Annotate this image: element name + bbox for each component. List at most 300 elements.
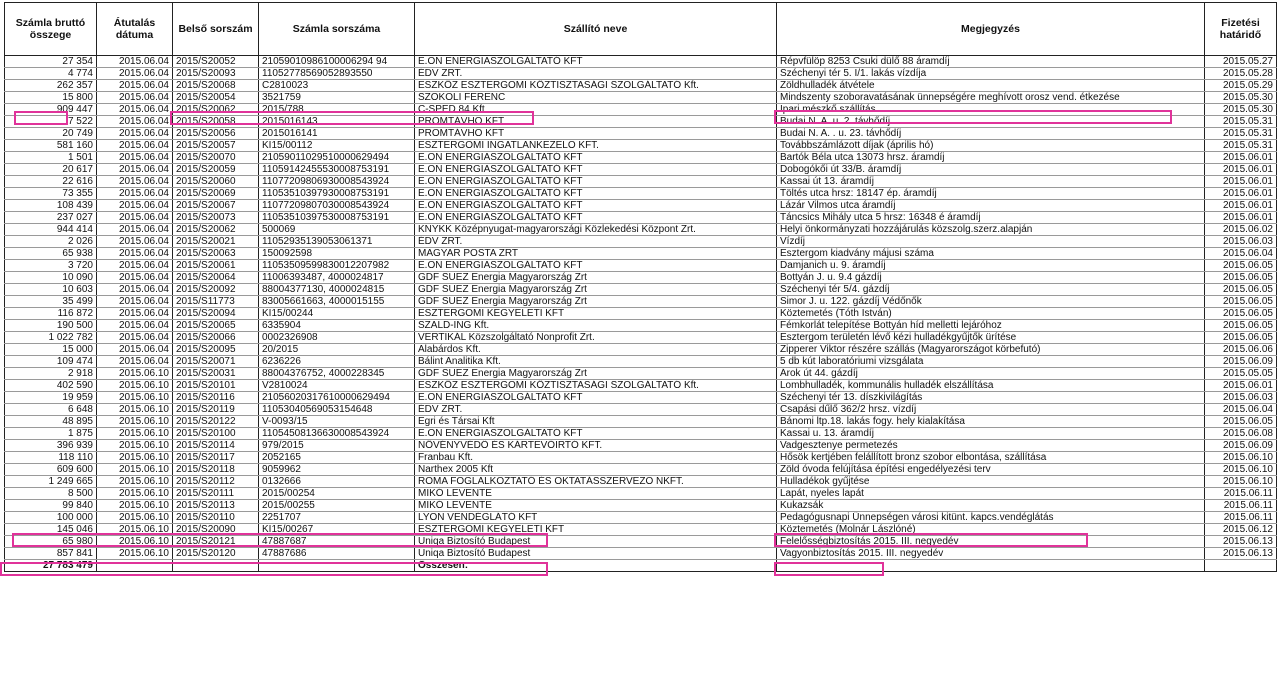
cell-amount: 402 590 [5, 380, 97, 392]
cell-note: Kukazsák [777, 500, 1205, 512]
cell-invoice-number: 11052935139053061371 [259, 236, 415, 248]
cell-amount: 4 774 [5, 68, 97, 80]
cell-supplier: E.ON ENERGIASZOLGÁLTATÓ KFT [415, 428, 777, 440]
cell-invoice-number: 0132666 [259, 476, 415, 488]
cell-note: Lázár Vilmos utca áramdíj [777, 200, 1205, 212]
cell-invoice-number: 500069 [259, 224, 415, 236]
cell-note: Bartók Béla utca 13073 hrsz. áramdíj [777, 152, 1205, 164]
table-row [5, 404, 1277, 416]
cell-invoice-number: 150092598 [259, 248, 415, 260]
cell-due-date: 2015.06.05 [1205, 284, 1277, 296]
cell-transfer-date: 2015.06.10 [97, 404, 173, 416]
cell-transfer-date: 2015.06.10 [97, 500, 173, 512]
cell-supplier: MIKÓ LEVENTE [415, 488, 777, 500]
cell-due-date: 2015.06.08 [1205, 428, 1277, 440]
cell-invoice-number: V-0093/15 [259, 416, 415, 428]
table-row [5, 476, 1277, 488]
table-row [5, 236, 1277, 248]
cell-due-date: 2015.06.12 [1205, 524, 1277, 536]
cell-amount: 944 414 [5, 224, 97, 236]
cell-due-date: 2015.06.09 [1205, 440, 1277, 452]
table-row [5, 488, 1277, 500]
cell-due-date: 2015.06.05 [1205, 320, 1277, 332]
cell-note: Zöldhulladék átvétele [777, 80, 1205, 92]
cell-invoice-number: 88004376752, 4000228345 [259, 368, 415, 380]
total-label: Összesen: [415, 560, 777, 572]
cell-supplier: PROMTÁVHO KFT [415, 128, 777, 140]
cell-invoice-number: 11054508136630008543924 [259, 428, 415, 440]
cell-due-date: 2015.06.11 [1205, 488, 1277, 500]
cell-due-date: 2015.05.31 [1205, 140, 1277, 152]
cell-amount: 108 439 [5, 200, 97, 212]
cell-transfer-date: 2015.06.10 [97, 536, 173, 548]
cell-note: Csapási dűlő 362/2 hrsz. vízdíj [777, 404, 1205, 416]
cell-internal-number: 2015/S20058 [173, 116, 259, 128]
cell-transfer-date: 2015.06.04 [97, 284, 173, 296]
cell-internal-number: 2015/S20121 [173, 536, 259, 548]
cell-supplier: GDF SUEZ Energia Magyarország Zrt [415, 368, 777, 380]
table-row [5, 296, 1277, 308]
cell-amount: 3 720 [5, 260, 97, 272]
table-row [5, 272, 1277, 284]
cell-transfer-date: 2015.06.10 [97, 392, 173, 404]
cell-note: Kassai út 13. áramdíj [777, 176, 1205, 188]
cell-supplier: Narthex 2005 Kft [415, 464, 777, 476]
cell-supplier: PROMTÁVHO KFT [415, 116, 777, 128]
cell-invoice-number: 11053510397930008753191 [259, 188, 415, 200]
cell-due-date: 2015.06.01 [1205, 176, 1277, 188]
cell-due-date: 2015.06.01 [1205, 164, 1277, 176]
cell-invoice-number: 21059011029510000629494 [259, 152, 415, 164]
table-row [5, 320, 1277, 332]
cell-amount: 857 841 [5, 548, 97, 560]
table-row [5, 344, 1277, 356]
cell-internal-number: 2015/S20067 [173, 200, 259, 212]
cell-invoice-number: 88004377130, 4000024815 [259, 284, 415, 296]
cell-note: 5 db kút laboratóriumi vizsgálata [777, 356, 1205, 368]
cell-amount: 116 872 [5, 308, 97, 320]
cell-due-date: 2015.06.06 [1205, 344, 1277, 356]
cell-supplier: E.ON ENERGIASZOLGÁLTATÓ KFT [415, 176, 777, 188]
cell-invoice-number: 11077209806930008543924 [259, 176, 415, 188]
table-row [5, 512, 1277, 524]
cell-note: Zipperer Viktor részére szállás (Magyarországot körbefutó) [777, 344, 1205, 356]
cell-amount: 73 355 [5, 188, 97, 200]
cell-invoice-number: 3521759 [259, 92, 415, 104]
cell-internal-number: 2015/S20061 [173, 260, 259, 272]
cell-note: Damjanich u. 9. áramdíj [777, 260, 1205, 272]
cell-amount: 15 000 [5, 344, 97, 356]
cell-note: Simor J. u. 122. gázdíj Védőnők [777, 296, 1205, 308]
cell-transfer-date: 2015.06.04 [97, 332, 173, 344]
cell-due-date: 2015.06.13 [1205, 548, 1277, 560]
cell-transfer-date: 2015.06.04 [97, 116, 173, 128]
cell-due-date: 2015.06.04 [1205, 248, 1277, 260]
table-row [5, 392, 1277, 404]
cell-supplier: SZOKOLI FERENC [415, 92, 777, 104]
cell-due-date: 2015.06.05 [1205, 260, 1277, 272]
total-empty-cell [173, 560, 259, 572]
cell-note: Budai N. A. . u. 23. távhődíj [777, 128, 1205, 140]
cell-invoice-number: 47887687 [259, 536, 415, 548]
cell-note: Köztemetés (Molnár Lászlóné) [777, 524, 1205, 536]
cell-note: Táncsics Mihály utca 5 hrsz: 16348 é áramdíj [777, 212, 1205, 224]
cell-due-date: 2015.06.01 [1205, 200, 1277, 212]
cell-due-date: 2015.06.01 [1205, 212, 1277, 224]
cell-note: Lapát, nyeles lapát [777, 488, 1205, 500]
total-row [5, 560, 1277, 572]
cell-transfer-date: 2015.06.10 [97, 428, 173, 440]
cell-amount: 190 500 [5, 320, 97, 332]
header-transfer-date: Átutalás dátuma [97, 3, 173, 56]
invoice-ledger-table [4, 2, 1277, 572]
cell-note: Hősök kertjében felállított bronz szobor elbontása, szállítása [777, 452, 1205, 464]
cell-note: Ipari mészkő szállítás [777, 104, 1205, 116]
cell-amount: 237 027 [5, 212, 97, 224]
table-row [5, 92, 1277, 104]
cell-internal-number: 2015/S20113 [173, 500, 259, 512]
cell-note: Lombhulladék, kommunális hulladék elszállítása [777, 380, 1205, 392]
cell-note: Dobogókői út 33/B. áramdíj [777, 164, 1205, 176]
cell-internal-number: 2015/S20064 [173, 272, 259, 284]
cell-invoice-number: 83005661663, 4000015155 [259, 296, 415, 308]
cell-invoice-number: 47887686 [259, 548, 415, 560]
cell-invoice-number: 20/2015 [259, 344, 415, 356]
table-row [5, 548, 1277, 560]
cell-internal-number: 2015/S20092 [173, 284, 259, 296]
table-row [5, 416, 1277, 428]
cell-invoice-number: 2015016143 [259, 116, 415, 128]
table-row [5, 260, 1277, 272]
cell-invoice-number: 11077209807030008543924 [259, 200, 415, 212]
table-row [5, 524, 1277, 536]
cell-due-date: 2015.05.31 [1205, 116, 1277, 128]
cell-transfer-date: 2015.06.10 [97, 368, 173, 380]
cell-internal-number: 2015/S20111 [173, 488, 259, 500]
header-amount: Számla bruttó összege [5, 3, 97, 56]
cell-due-date: 2015.05.28 [1205, 68, 1277, 80]
cell-supplier: C-SPED 84 Kft [415, 104, 777, 116]
cell-transfer-date: 2015.06.04 [97, 344, 173, 356]
cell-invoice-number: 11053509599830012207982 [259, 260, 415, 272]
cell-amount: 20 749 [5, 128, 97, 140]
cell-supplier: VERTIKÁL Közszolgáltató Nonprofit Zrt. [415, 332, 777, 344]
cell-transfer-date: 2015.06.04 [97, 260, 173, 272]
cell-transfer-date: 2015.06.04 [97, 308, 173, 320]
cell-note: Köztemetés (Tóth István) [777, 308, 1205, 320]
table-row [5, 68, 1277, 80]
cell-supplier: Alabárdos Kft. [415, 344, 777, 356]
cell-due-date: 2015.06.04 [1205, 404, 1277, 416]
cell-invoice-number: 21059010986100006294 94 [259, 56, 415, 68]
cell-note: Felelősségbiztosítás 2015. III. negyedév [777, 536, 1205, 548]
cell-invoice-number: 11059142455530008753191 [259, 164, 415, 176]
cell-supplier: LYON VENDÉGLÁTÓ KFT [415, 512, 777, 524]
cell-note: Fémkorlát telepítése Bottyán híd melletti lejáróhoz [777, 320, 1205, 332]
cell-due-date: 2015.06.05 [1205, 272, 1277, 284]
cell-amount: 35 499 [5, 296, 97, 308]
cell-note: Töltés utca hrsz: 18147 ép. áramdíj [777, 188, 1205, 200]
cell-transfer-date: 2015.06.04 [97, 272, 173, 284]
cell-note: Mindszenty szoboravatásának ünnepségére meghívott orosz vend. étkezése [777, 92, 1205, 104]
cell-internal-number: 2015/S20059 [173, 164, 259, 176]
table-row [5, 200, 1277, 212]
cell-invoice-number: 11053040569053154648 [259, 404, 415, 416]
cell-invoice-number: 2052165 [259, 452, 415, 464]
cell-internal-number: 2015/S20090 [173, 524, 259, 536]
cell-internal-number: 2015/S20101 [173, 380, 259, 392]
cell-internal-number: 2015/S20116 [173, 392, 259, 404]
cell-transfer-date: 2015.06.10 [97, 380, 173, 392]
cell-internal-number: 2015/S20094 [173, 308, 259, 320]
cell-invoice-number: 2251707 [259, 512, 415, 524]
cell-amount: 8 500 [5, 488, 97, 500]
cell-transfer-date: 2015.06.04 [97, 68, 173, 80]
table-row [5, 188, 1277, 200]
cell-transfer-date: 2015.06.04 [97, 212, 173, 224]
cell-amount: 19 959 [5, 392, 97, 404]
cell-internal-number: 2015/S11773 [173, 296, 259, 308]
cell-amount: 909 447 [5, 104, 97, 116]
cell-due-date: 2015.06.05 [1205, 416, 1277, 428]
cell-supplier: ESZKÖZ ESZTERGOMI KÖZTISZTASÁGI SZOLGÁLTATÓ Kft. [415, 380, 777, 392]
cell-supplier: SZALD-ING Kft. [415, 320, 777, 332]
cell-amount: 20 617 [5, 164, 97, 176]
cell-due-date: 2015.06.11 [1205, 500, 1277, 512]
cell-internal-number: 2015/S20063 [173, 248, 259, 260]
table-row [5, 104, 1277, 116]
cell-invoice-number: C2810023 [259, 80, 415, 92]
cell-internal-number: 2015/S20031 [173, 368, 259, 380]
cell-invoice-number: KI15/00267 [259, 524, 415, 536]
cell-due-date: 2015.06.13 [1205, 536, 1277, 548]
cell-supplier: Egri és Társai Kft [415, 416, 777, 428]
cell-due-date: 2015.06.05 [1205, 332, 1277, 344]
cell-supplier: E.ON ENERGIASZOLGÁLTATÓ KFT [415, 212, 777, 224]
cell-supplier: Franbau Kft. [415, 452, 777, 464]
table-row [5, 164, 1277, 176]
cell-invoice-number: KI15/00112 [259, 140, 415, 152]
cell-internal-number: 2015/S20112 [173, 476, 259, 488]
cell-due-date: 2015.05.30 [1205, 104, 1277, 116]
cell-amount: 1 022 782 [5, 332, 97, 344]
cell-invoice-number: 11053510397530008753191 [259, 212, 415, 224]
cell-transfer-date: 2015.06.10 [97, 512, 173, 524]
cell-supplier: E.ON ENERGIASZOLGÁLTATÓ KFT [415, 152, 777, 164]
cell-supplier: E.ON ENERGIASZOLGÁLTATÓ KFT [415, 200, 777, 212]
cell-transfer-date: 2015.06.10 [97, 488, 173, 500]
table-row [5, 212, 1277, 224]
cell-supplier: ÉDV ZRT. [415, 404, 777, 416]
cell-invoice-number: 2015016141 [259, 128, 415, 140]
cell-amount: 1 501 [5, 152, 97, 164]
header-internal-number: Belső sorszám [173, 3, 259, 56]
cell-internal-number: 2015/S20110 [173, 512, 259, 524]
table-row [5, 152, 1277, 164]
cell-note: Hulladékok gyűjtése [777, 476, 1205, 488]
cell-amount: 118 110 [5, 452, 97, 464]
cell-amount: 65 980 [5, 536, 97, 548]
table-row [5, 128, 1277, 140]
cell-transfer-date: 2015.06.04 [97, 56, 173, 68]
table-row [5, 332, 1277, 344]
cell-transfer-date: 2015.06.10 [97, 440, 173, 452]
cell-invoice-number: 2015/00255 [259, 500, 415, 512]
header-invoice-number: Számla sorszáma [259, 3, 415, 56]
cell-internal-number: 2015/S20114 [173, 440, 259, 452]
cell-transfer-date: 2015.06.04 [97, 320, 173, 332]
cell-amount: 6 648 [5, 404, 97, 416]
cell-note: Széchenyi tér 5. I/1. lakás vízdíja [777, 68, 1205, 80]
table-row [5, 248, 1277, 260]
cell-transfer-date: 2015.06.04 [97, 80, 173, 92]
cell-note: Vagyonbiztosítás 2015. III. negyedév [777, 548, 1205, 560]
table-row [5, 440, 1277, 452]
cell-note: Bánomi ltp.18. lakás fogy. hely kialakítása [777, 416, 1205, 428]
cell-invoice-number: KI15/00244 [259, 308, 415, 320]
cell-transfer-date: 2015.06.04 [97, 164, 173, 176]
table-row [5, 176, 1277, 188]
cell-internal-number: 2015/S20052 [173, 56, 259, 68]
cell-note: Vízdíj [777, 236, 1205, 248]
cell-amount: 22 616 [5, 176, 97, 188]
cell-due-date: 2015.05.31 [1205, 128, 1277, 140]
cell-supplier: GDF SUEZ Energia Magyarország Zrt [415, 296, 777, 308]
cell-due-date: 2015.06.10 [1205, 452, 1277, 464]
cell-internal-number: 2015/S20069 [173, 188, 259, 200]
table-row [5, 308, 1277, 320]
table-row [5, 536, 1277, 548]
cell-amount: 262 357 [5, 80, 97, 92]
cell-internal-number: 2015/S20095 [173, 344, 259, 356]
cell-supplier: GDF SUEZ Energia Magyarország Zrt [415, 284, 777, 296]
cell-supplier: MIKÓ LEVENTE [415, 500, 777, 512]
cell-due-date: 2015.06.03 [1205, 236, 1277, 248]
table-row [5, 368, 1277, 380]
table-row [5, 428, 1277, 440]
header-row [5, 3, 1277, 56]
cell-note: Pedagógusnapi Ünnepségen városi kitünt. kapcs.vendéglátás [777, 512, 1205, 524]
cell-due-date: 2015.05.05 [1205, 368, 1277, 380]
cell-note: Budai N. A. u. 2. távhődíj [777, 116, 1205, 128]
cell-amount: 2 918 [5, 368, 97, 380]
cell-supplier: E.ON ENERGIASZOLGÁLTATÓ KFT [415, 392, 777, 404]
total-empty-cell [259, 560, 415, 572]
header-due-date: Fizetési határidő [1205, 3, 1277, 56]
table-row [5, 500, 1277, 512]
cell-internal-number: 2015/S20066 [173, 332, 259, 344]
cell-transfer-date: 2015.06.04 [97, 128, 173, 140]
cell-due-date: 2015.05.30 [1205, 92, 1277, 104]
cell-note: Széchenyi tér 13. díszkivilágítás [777, 392, 1205, 404]
cell-invoice-number: 11052778569052893550 [259, 68, 415, 80]
cell-internal-number: 2015/S20118 [173, 464, 259, 476]
cell-transfer-date: 2015.06.10 [97, 524, 173, 536]
cell-note: Esztergom kiadvány májusi száma [777, 248, 1205, 260]
cell-supplier: ROMA FOGLALKOZTATÓ ÉS OKTATÁSSZERVEZO NKFT. [415, 476, 777, 488]
cell-invoice-number: 2015/788 [259, 104, 415, 116]
cell-amount: 396 939 [5, 440, 97, 452]
table-row [5, 80, 1277, 92]
cell-internal-number: 2015/S20117 [173, 452, 259, 464]
cell-supplier: Bálint Analitika Kft. [415, 356, 777, 368]
cell-transfer-date: 2015.06.04 [97, 176, 173, 188]
cell-amount: 7 522 [5, 116, 97, 128]
cell-supplier: E.ON ENERGIASZOLGÁLTATÓ KFT [415, 188, 777, 200]
table-row [5, 56, 1277, 68]
cell-supplier: ÉDV ZRT. [415, 68, 777, 80]
cell-amount: 609 600 [5, 464, 97, 476]
cell-note: Vadgesztenye permetezés [777, 440, 1205, 452]
header-supplier: Szállító neve [415, 3, 777, 56]
cell-invoice-number: V2810024 [259, 380, 415, 392]
cell-invoice-number: 2015/00254 [259, 488, 415, 500]
cell-internal-number: 2015/S20062 [173, 224, 259, 236]
cell-due-date: 2015.06.05 [1205, 308, 1277, 320]
cell-invoice-number: 0002326908 [259, 332, 415, 344]
cell-supplier: E.ON ENERGIASZOLGÁLTATÓ KFT [415, 260, 777, 272]
cell-transfer-date: 2015.06.04 [97, 200, 173, 212]
table-row [5, 116, 1277, 128]
cell-due-date: 2015.06.10 [1205, 464, 1277, 476]
cell-amount: 99 840 [5, 500, 97, 512]
cell-note: Bottyán J. u. 9.4 gázdíj [777, 272, 1205, 284]
cell-amount: 581 160 [5, 140, 97, 152]
cell-internal-number: 2015/S20060 [173, 176, 259, 188]
cell-due-date: 2015.06.05 [1205, 296, 1277, 308]
cell-supplier: E.ON ENERGIASZOLGÁLTATÓ KFT [415, 56, 777, 68]
cell-amount: 1 875 [5, 428, 97, 440]
cell-internal-number: 2015/S20057 [173, 140, 259, 152]
cell-internal-number: 2015/S20056 [173, 128, 259, 140]
cell-transfer-date: 2015.06.04 [97, 296, 173, 308]
cell-invoice-number: 6236226 [259, 356, 415, 368]
cell-invoice-number: 11006393487, 4000024817 [259, 272, 415, 284]
cell-note: Továbbszámlázott díjak (április hó) [777, 140, 1205, 152]
cell-amount: 1 249 665 [5, 476, 97, 488]
ledger-body [5, 56, 1277, 560]
cell-internal-number: 2015/S20073 [173, 212, 259, 224]
cell-supplier: E.ON ENERGIASZOLGÁLTATÓ KFT [415, 164, 777, 176]
total-empty-cell [777, 560, 1205, 572]
cell-supplier: MAGYAR POSTA ZRT [415, 248, 777, 260]
cell-due-date: 2015.06.11 [1205, 512, 1277, 524]
cell-internal-number: 2015/S20093 [173, 68, 259, 80]
cell-amount: 65 938 [5, 248, 97, 260]
cell-transfer-date: 2015.06.04 [97, 188, 173, 200]
cell-transfer-date: 2015.06.04 [97, 152, 173, 164]
table-row [5, 224, 1277, 236]
cell-internal-number: 2015/S20054 [173, 92, 259, 104]
cell-transfer-date: 2015.06.04 [97, 140, 173, 152]
cell-transfer-date: 2015.06.10 [97, 476, 173, 488]
cell-internal-number: 2015/S20062 [173, 104, 259, 116]
cell-transfer-date: 2015.06.04 [97, 248, 173, 260]
cell-supplier: ESZTERGOMI KEGYELETI KFT [415, 308, 777, 320]
cell-supplier: Uniqa Biztosító Budapest [415, 536, 777, 548]
table-row [5, 380, 1277, 392]
cell-amount: 15 800 [5, 92, 97, 104]
cell-transfer-date: 2015.06.04 [97, 224, 173, 236]
cell-supplier: GDF SUEZ Energia Magyarország Zrt [415, 272, 777, 284]
cell-due-date: 2015.06.01 [1205, 188, 1277, 200]
cell-invoice-number: 979/2015 [259, 440, 415, 452]
cell-transfer-date: 2015.06.10 [97, 416, 173, 428]
cell-internal-number: 2015/S20120 [173, 548, 259, 560]
cell-supplier: ESZTERGOMI KEGYELETI KFT [415, 524, 777, 536]
cell-note: Kassai u. 13. áramdíj [777, 428, 1205, 440]
cell-transfer-date: 2015.06.10 [97, 452, 173, 464]
